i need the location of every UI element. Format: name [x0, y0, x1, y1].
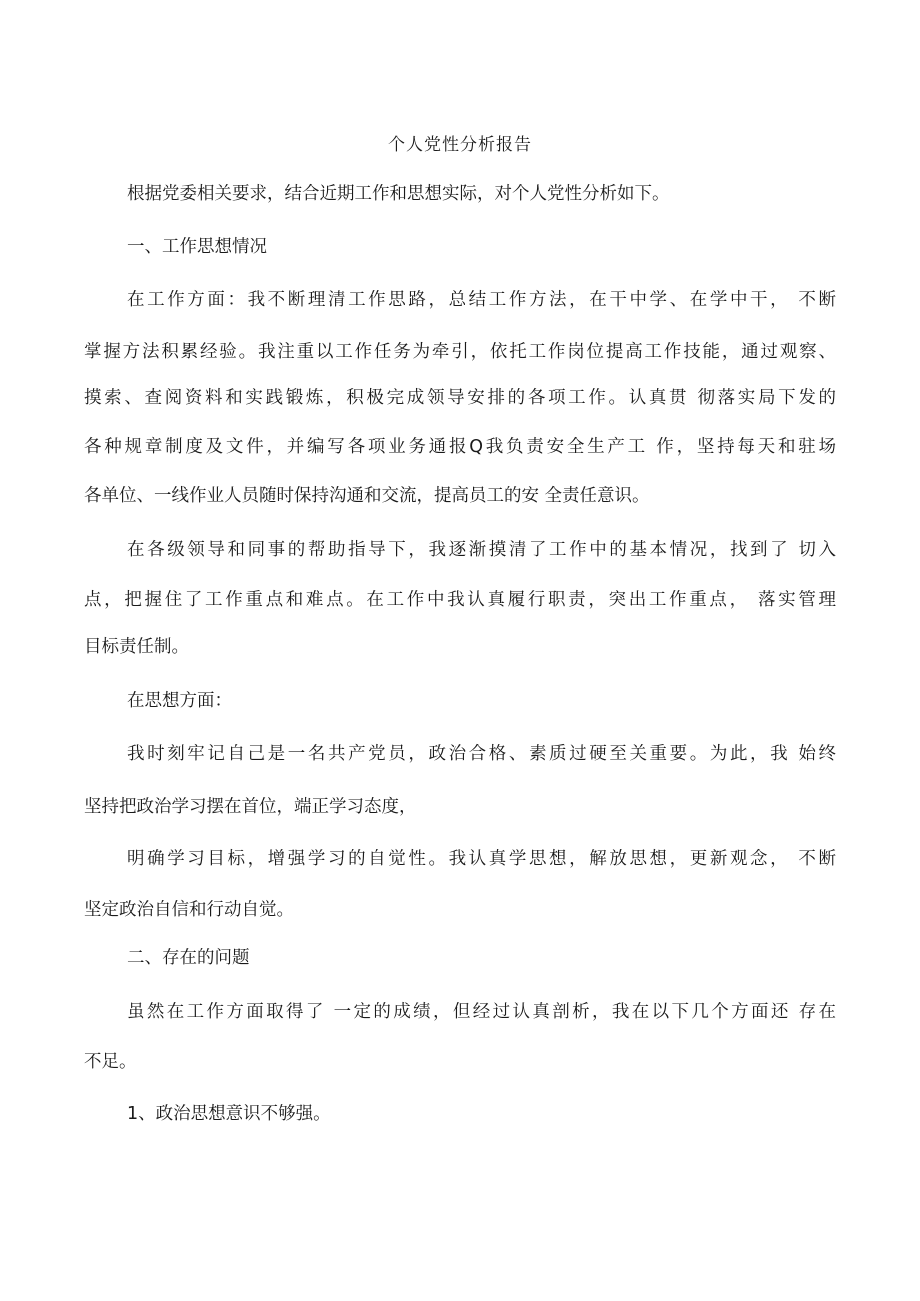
paragraph-line: 目标责任制。 — [84, 637, 189, 657]
paragraph-line: 各种规章制度及文件，并编写各项业务通报Q我负责安全生产工 作，坚持每天和驻场 — [84, 437, 836, 457]
paragraph-line: 坚定政治自信和行动自觉。 — [84, 900, 294, 920]
paragraph-line: 各单位、一线作业人员随时保持沟通和交流，提高员工的安 全责任意识。 — [84, 486, 650, 506]
paragraph-line: 我时刻牢记自己是一名共产党员，政治合格、素质过硬至关重要。为此，我 始终 — [127, 744, 836, 764]
paragraph-line: 不足。 — [84, 1052, 137, 1072]
paragraph-line: 点，把握住了工作重点和难点。在工作中我认真履行职责，突出工作重点， 落实管理 — [84, 590, 836, 610]
paragraph-line: 在思想方面： — [127, 691, 232, 711]
section-heading-2: 二、存在的问题 — [127, 948, 250, 968]
intro-line: 根据党委相关要求，结合近期工作和思想实际，对个人党性分析如下。 — [127, 184, 670, 204]
section-heading-1: 一、工作思想情况 — [127, 237, 267, 257]
paragraph-line: 明确学习目标，增强学习的自觉性。我认真学思想，解放思想，更新观念， 不断 — [127, 849, 836, 869]
list-item: 1、政治思想意识不够强。 — [127, 1104, 331, 1124]
paragraph-line: 摸索、查阅资料和实践锻炼，积极完成领导安排的各项工作。认真贯 彻落实局下发的 — [84, 388, 836, 408]
paragraph-line: 虽然在工作方面取得了 一定的成绩，但经过认真剖析，我在以下几个方面还 存在 — [127, 1002, 836, 1022]
paragraph-line: 坚持把政治学习摆在首位，端正学习态度， — [84, 797, 417, 817]
document-title: 个人党性分析报告 — [388, 135, 532, 155]
paragraph-line: 在各级领导和同事的帮助指导下，我逐渐摸清了工作中的基本情况，找到了 切入 — [127, 540, 836, 560]
paragraph-line: 在工作方面：我不断理清工作思路，总结工作方法，在干中学、在学中干， 不断 — [127, 290, 836, 310]
paragraph-line: 掌握方法积累经验。我注重以工作任务为牵引，依托工作岗位提高工作技能，通过观察、 — [84, 342, 836, 362]
